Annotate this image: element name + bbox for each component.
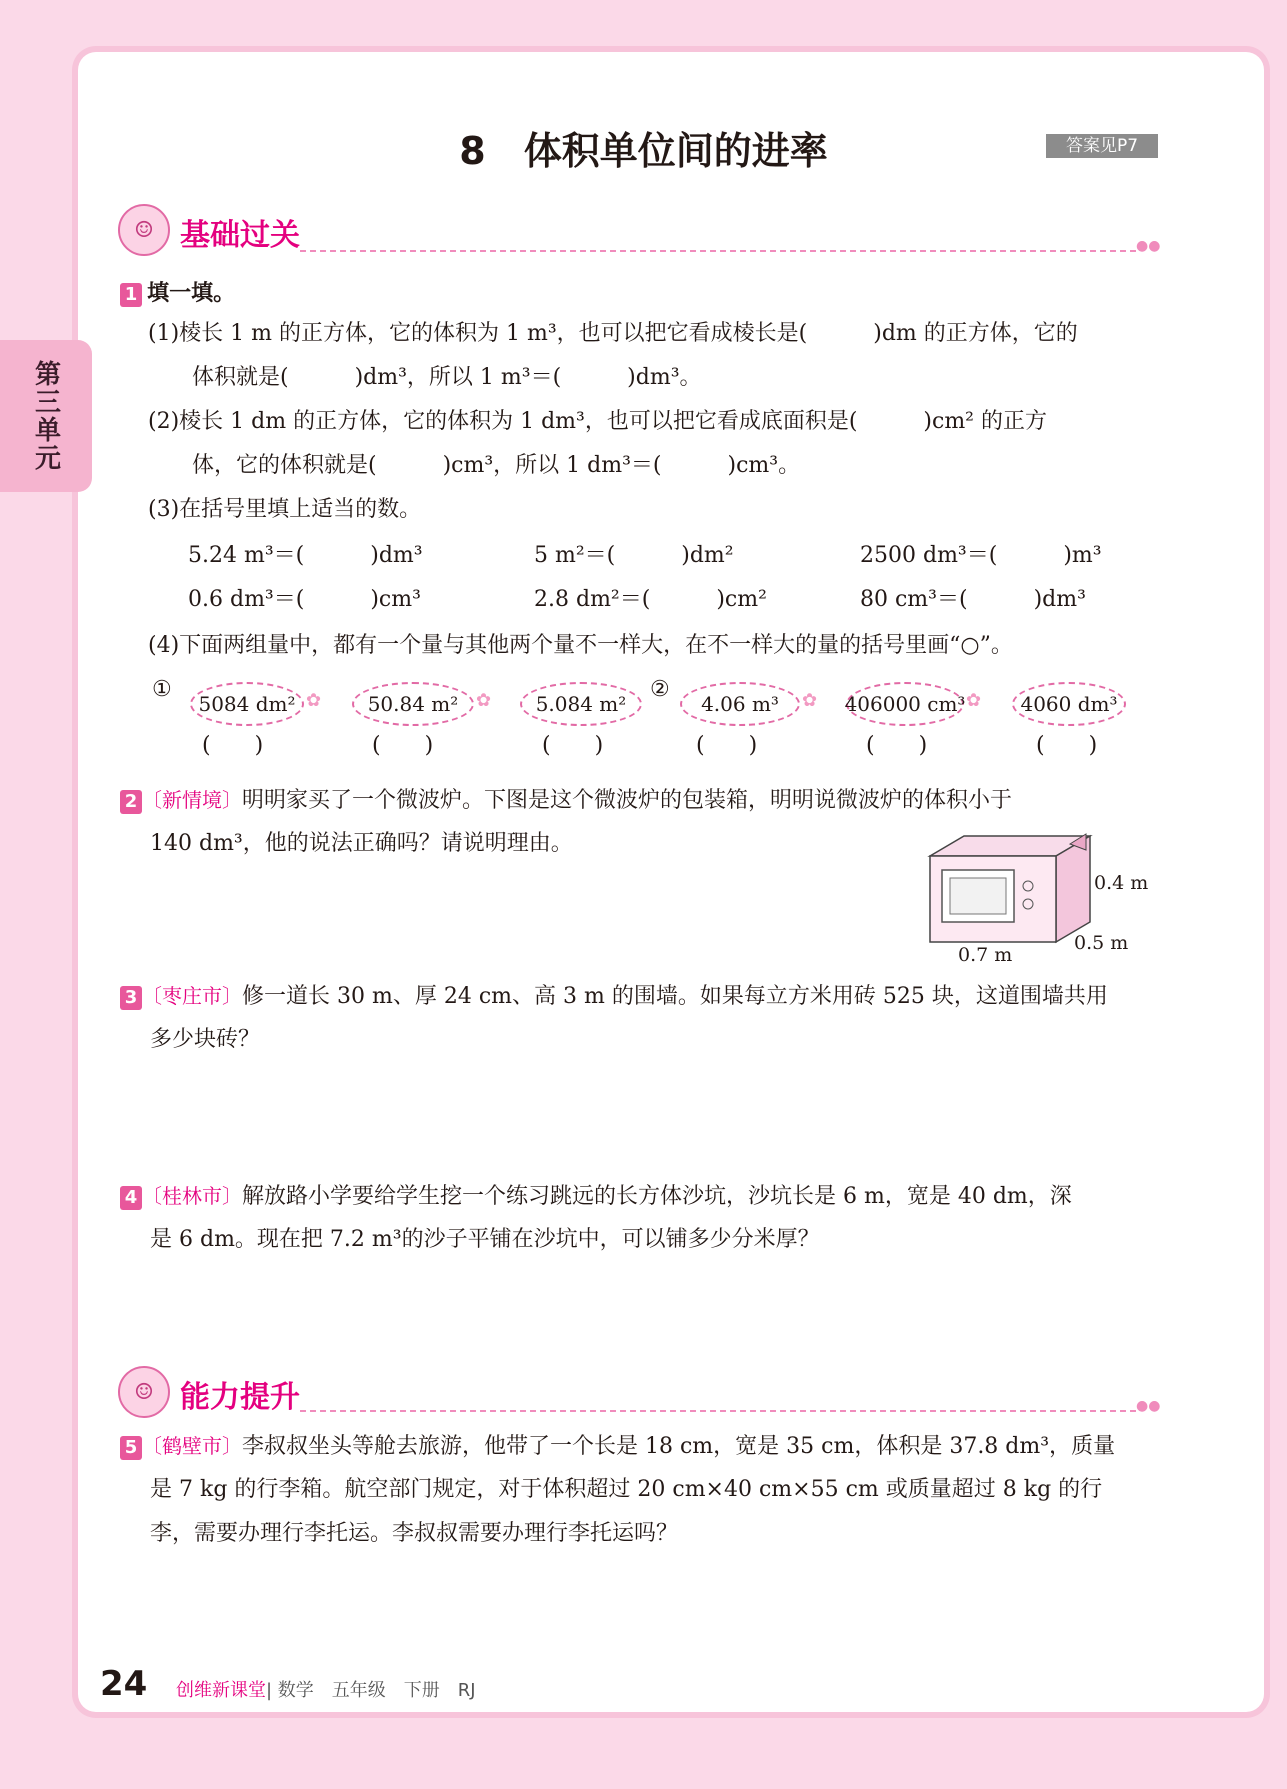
question-number: 3 xyxy=(120,986,142,1010)
flower-icon: ✿ xyxy=(966,690,982,711)
length-label: 0.7 m xyxy=(958,944,1013,966)
question-tag: 〔枣庄市〕 xyxy=(142,984,242,1008)
page-title: 8 体积单位间的进率 xyxy=(459,129,828,173)
question-number: 4 xyxy=(120,1186,142,1210)
question-5-line2: 是 7 kg 的行李箱。航空部门规定，对于体积超过 20 cm×40 cm×55 cm 或质量超过 8 kg 的行 xyxy=(150,1477,1103,1502)
footer-info xyxy=(176,1676,476,1702)
mascot-icon: ☺ xyxy=(118,204,170,256)
dots-decoration-icon: ●● xyxy=(1136,1398,1161,1414)
question-text: 李叔叔坐头等舱去旅游，他带了一个长是 18 cm，宽是 35 cm，体积是 37.8 dm³，质量 xyxy=(242,1434,1116,1459)
question-tag: 〔新情境〕 xyxy=(142,788,242,812)
q1-part2-line2: 体，它的体积就是( )cm³，所以 1 dm³＝( )cm³。 xyxy=(192,453,801,478)
section-divider xyxy=(300,250,1136,252)
question-5-line3: 李，需要办理行李托运。李叔叔需要办理行李托运吗？ xyxy=(150,1521,679,1546)
question-number: 2 xyxy=(120,790,142,814)
q1-part4: (4)下面两组量中，都有一个量与其他两个量不一样大，在不一样大的量的括号里画“○”。 xyxy=(148,633,1013,658)
q1-part2-line1: (2)棱长 1 dm 的正方体，它的体积为 1 dm³，也可以把它看成底面积是( )cm² 的正方 xyxy=(148,409,1047,434)
fill-item: 80 cm³＝( )dm³ xyxy=(860,587,1086,612)
answer-paren: ( ) xyxy=(542,733,604,758)
group-1-label: ① xyxy=(152,677,172,702)
flower-icon: ✿ xyxy=(306,690,322,711)
quantity-oval: 406000 cm³ xyxy=(846,682,964,726)
flower-icon: ✿ xyxy=(802,690,818,711)
quantity-oval: 50.84 m² xyxy=(352,682,474,726)
flower-icon: ✿ xyxy=(476,690,492,711)
fill-item: 2500 dm³＝( )m³ xyxy=(860,543,1102,568)
question-3-line1 xyxy=(120,974,1108,1019)
dots-decoration-icon: ●● xyxy=(1136,238,1161,254)
question-2-line1 xyxy=(120,778,1012,823)
question-5-line1 xyxy=(120,1424,1115,1469)
q1-part3: (3)在括号里填上适当的数。 xyxy=(148,497,422,522)
section-heading-advanced: 能力提升 xyxy=(180,1380,300,1415)
answer-paren: ( ) xyxy=(696,733,758,758)
question-text: 解放路小学要给学生挖一个练习跳远的长方体沙坑，沙坑长是 6 m，宽是 40 dm，深 xyxy=(242,1184,1072,1209)
fill-item: 5.24 m³＝( )dm³ xyxy=(188,543,423,568)
quantity-oval: 4.06 m³ xyxy=(680,682,800,726)
q1-part1-line2: 体积就是( )dm³，所以 1 m³＝( )dm³。 xyxy=(192,365,702,390)
fill-item: 2.8 dm²＝( )cm² xyxy=(534,587,767,612)
height-label: 0.4 m xyxy=(1094,872,1149,894)
answer-paren: ( ) xyxy=(372,733,434,758)
quantity-oval: 5.084 m² xyxy=(520,682,642,726)
section-divider xyxy=(300,1410,1136,1412)
question-text: 修一道长 30 m、厚 24 cm、高 3 m 的围墙。如果每立方米用砖 525 块，这道围墙共用 xyxy=(242,984,1108,1009)
question-1-header xyxy=(120,276,235,307)
answer-paren: ( ) xyxy=(1036,733,1098,758)
unit-side-tab xyxy=(0,340,92,492)
page-number: 24 xyxy=(100,1664,148,1704)
answer-paren: ( ) xyxy=(866,733,928,758)
question-tag: 〔鹤壁市〕 xyxy=(142,1434,242,1458)
fill-item: 5 m²＝( )dm² xyxy=(534,543,734,568)
question-number: 1 xyxy=(120,283,142,307)
quantity-oval: 4060 dm³ xyxy=(1012,682,1126,726)
section-heading-basic: 基础过关 xyxy=(180,218,300,253)
quantity-oval: 5084 dm² xyxy=(190,682,304,726)
unit-label: 第三单元 xyxy=(30,360,61,472)
question-2-line2: 140 dm³，他的说法正确吗？请说明理由。 xyxy=(150,831,573,856)
fill-item: 0.6 dm³＝( )cm³ xyxy=(188,587,421,612)
question-text: 明明家买了一个微波炉。下图是这个微波炉的包装箱，明明说微波炉的体积小于 xyxy=(242,788,1013,813)
footer-brand: 创维新课堂 xyxy=(176,1680,266,1701)
question-label: 填一填。 xyxy=(147,281,236,306)
width-label: 0.5 m xyxy=(1074,932,1129,954)
answer-paren: ( ) xyxy=(202,733,264,758)
question-4-line2: 是 6 dm。现在把 7.2 m³的沙子平铺在沙坑中，可以铺多少分米厚？ xyxy=(150,1227,820,1252)
group-2-label: ② xyxy=(650,677,670,702)
question-3-line2: 多少块砖？ xyxy=(150,1027,261,1052)
q1-part1-line1: (1)棱长 1 m 的正方体，它的体积为 1 m³，也可以把它看成棱长是( )dm 的正方体，它的 xyxy=(148,321,1078,346)
mascot-icon: ☺ xyxy=(118,1366,170,1418)
footer-details: | 数学 五年级 下册 RJ xyxy=(266,1680,476,1701)
question-4-line1 xyxy=(120,1174,1072,1219)
question-tag: 〔桂林市〕 xyxy=(142,1184,242,1208)
question-number: 5 xyxy=(120,1436,142,1460)
answer-reference: 答案见P7 xyxy=(1046,134,1158,158)
